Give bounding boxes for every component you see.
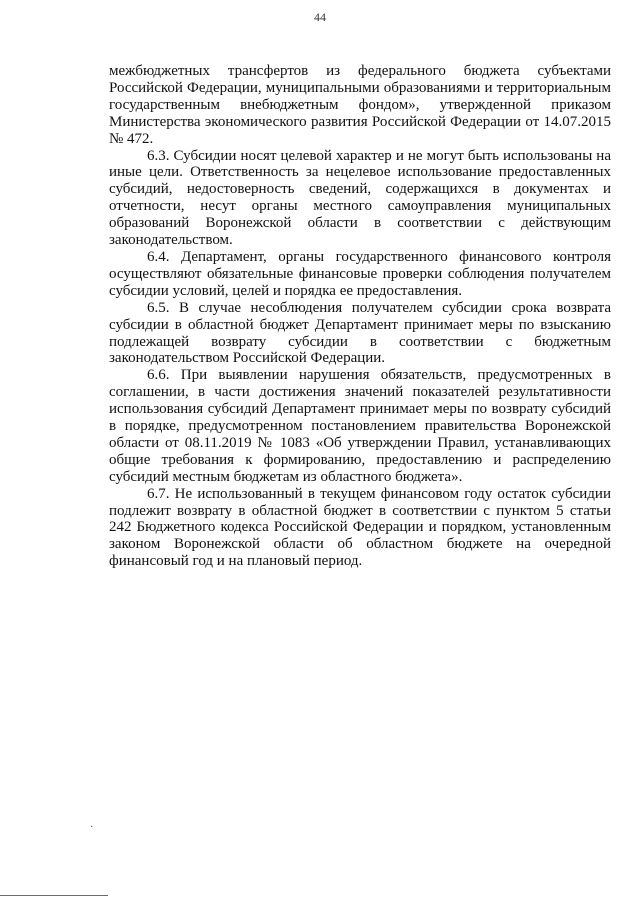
footer-rule	[0, 895, 108, 896]
paragraph-6-6: 6.6. При выявлении нарушения обязательств, предусмотренных в соглашении, в части достижения значений показателей результативности использования субсидий Департамент принимает меры по возврату субсидий в порядке, предусмотренном постановлением правительства Воронежской области от 08.11.2019 № 1083 «Об утверждении Правил, устанавливающих общие требования к формированию, предоставлению и распределению субсидий местным бюджетам из областного бюджета».	[109, 367, 611, 485]
page-number: 44	[314, 10, 326, 24]
document-body	[109, 63, 611, 570]
paragraph-continuation: межбюджетных трансфертов из федерального бюджета субъектами Российской Федерации, муниципальными образованиями и территориальным государственным внебюджетным фондом», утвержденной приказом Министерства экономического развития Российской Федерации от 14.07.2015 № 472.	[109, 63, 611, 147]
paragraph-6-3: 6.3. Субсидии носят целевой характер и не могут быть использованы на иные цели. Ответственность за нецелевое использование предоставленных субсидий, недостоверность сведений, содержащихся в документах и отчетности, несут органы местного самоуправления муниципальных образований Воронежской области в соответствии с действующим законодательством.	[109, 147, 611, 249]
paragraph-6-4: 6.4. Департамент, органы государственного финансового контроля осуществляют обязательные финансовые проверки соблюдения получателем субсидии условий, целей и порядка ее предоставления.	[109, 248, 611, 299]
paragraph-6-5: 6.5. В случае несоблюдения получателем субсидии срока возврата субсидии в областной бюджет Департамент принимает меры по взысканию подлежащей возврату субсидии в соответствии с бюджетным законодательством Российской Федерации.	[109, 299, 611, 367]
scan-artifact-mark: ·	[90, 822, 94, 833]
paragraph-6-7: 6.7. Не использованный в текущем финансовом году остаток субсидии подлежит возврату в областной бюджет в соответствии с пунктом 5 статьи 242 Бюджетного кодекса Российской Федерации и порядком, установленным законом Воронежской области об областном бюджете на очередной финансовый год и на плановый период.	[109, 485, 611, 570]
